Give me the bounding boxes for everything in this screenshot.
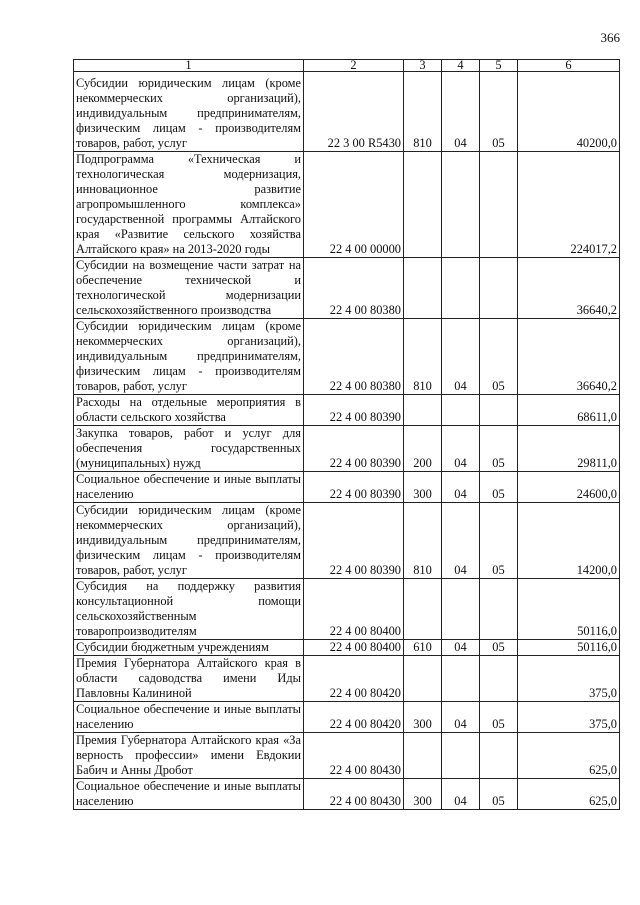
budget-table — [73, 59, 620, 810]
table-row — [74, 395, 620, 426]
header-row — [74, 60, 620, 72]
row-description: Подпрограмма «Техническая и технологическая модернизация, инновационное развитие агропромышленного комплекса» государственной программы Алтайского края «Развитие сельского хозяйства Алтайского края» на 2013-2020 годы — [74, 152, 304, 258]
row-description: Социальное обеспечение и иные выплаты населению — [74, 702, 304, 733]
row-amount: 50116,0 — [518, 640, 620, 656]
row-col-3: 300 — [404, 702, 442, 733]
row-col-5 — [480, 152, 518, 258]
row-col-5: 05 — [480, 319, 518, 395]
row-col-3 — [404, 733, 442, 779]
row-amount: 68611,0 — [518, 395, 620, 426]
table-row — [74, 72, 620, 152]
row-col-4: 04 — [442, 702, 480, 733]
row-code: 22 4 00 80420 — [304, 702, 404, 733]
row-col-4: 04 — [442, 503, 480, 579]
row-code: 22 4 00 80380 — [304, 258, 404, 319]
row-col-5: 05 — [480, 472, 518, 503]
row-col-4: 04 — [442, 319, 480, 395]
row-col-5: 05 — [480, 702, 518, 733]
row-amount: 14200,0 — [518, 503, 620, 579]
row-col-5 — [480, 579, 518, 640]
row-col-4: 04 — [442, 472, 480, 503]
row-code: 22 3 00 R5430 — [304, 72, 404, 152]
table-row — [74, 503, 620, 579]
row-amount: 50116,0 — [518, 579, 620, 640]
header-col-3: 3 — [404, 60, 442, 72]
row-description: Премия Губернатора Алтайского края «За верность профессии» имени Евдокии Бабич и Анны Дробот — [74, 733, 304, 779]
row-description: Социальное обеспечение и иные выплаты населению — [74, 472, 304, 503]
table-row — [74, 733, 620, 779]
table-row — [74, 640, 620, 656]
row-col-3: 300 — [404, 779, 442, 810]
header-col-5: 5 — [480, 60, 518, 72]
table-row — [74, 258, 620, 319]
table-row — [74, 656, 620, 702]
row-col-4: 04 — [442, 426, 480, 472]
row-col-4: 04 — [442, 779, 480, 810]
header-col-1: 1 — [74, 60, 304, 72]
row-col-4 — [442, 579, 480, 640]
row-amount: 24600,0 — [518, 472, 620, 503]
row-description: Закупка товаров, работ и услуг для обеспечения государственных (муниципальных) нужд — [74, 426, 304, 472]
row-col-3: 200 — [404, 426, 442, 472]
row-col-3 — [404, 152, 442, 258]
row-code: 22 4 00 80380 — [304, 319, 404, 395]
row-code: 22 4 00 80390 — [304, 472, 404, 503]
header-col-6: 6 — [518, 60, 620, 72]
row-col-4 — [442, 258, 480, 319]
row-code: 22 4 00 80430 — [304, 779, 404, 810]
row-description: Субсидии юридическим лицам (кроме некоммерческих организаций), индивидуальным предпринимателям, физическим лицам - производителям товаров, работ, услуг — [74, 503, 304, 579]
header-col-2: 2 — [304, 60, 404, 72]
row-col-3: 300 — [404, 472, 442, 503]
budget-table-body — [74, 60, 620, 810]
row-amount: 40200,0 — [518, 72, 620, 152]
row-amount: 375,0 — [518, 702, 620, 733]
row-description: Социальное обеспечение и иные выплаты населению — [74, 779, 304, 810]
table-row — [74, 779, 620, 810]
row-code: 22 4 00 00000 — [304, 152, 404, 258]
row-col-4: 04 — [442, 640, 480, 656]
table-row — [74, 472, 620, 503]
row-col-4: 04 — [442, 72, 480, 152]
table-row — [74, 579, 620, 640]
row-amount: 29811,0 — [518, 426, 620, 472]
row-description: Расходы на отдельные мероприятия в области сельского хозяйства — [74, 395, 304, 426]
row-col-5 — [480, 395, 518, 426]
row-col-5 — [480, 733, 518, 779]
row-col-3 — [404, 395, 442, 426]
row-col-3 — [404, 258, 442, 319]
row-code: 22 4 00 80420 — [304, 656, 404, 702]
row-amount: 375,0 — [518, 656, 620, 702]
row-col-5: 05 — [480, 72, 518, 152]
row-description: Субсидии на возмещение части затрат на обеспечение технической и технологической модернизации сельскохозяйственного производства — [74, 258, 304, 319]
table-row — [74, 319, 620, 395]
row-col-5: 05 — [480, 426, 518, 472]
table-row — [74, 426, 620, 472]
row-col-5 — [480, 258, 518, 319]
header-col-4: 4 — [442, 60, 480, 72]
row-description: Субсидии юридическим лицам (кроме некоммерческих организаций), индивидуальным предпринимателям, физическим лицам - производителям товаров, работ, услуг — [74, 319, 304, 395]
row-amount: 625,0 — [518, 779, 620, 810]
table-row — [74, 152, 620, 258]
row-col-3 — [404, 579, 442, 640]
row-amount: 36640,2 — [518, 319, 620, 395]
row-code: 22 4 00 80390 — [304, 395, 404, 426]
row-description: Субсидия на поддержку развития консультационной помощи сельскохозяйственным товаропроизводителям — [74, 579, 304, 640]
row-code: 22 4 00 80400 — [304, 640, 404, 656]
row-col-5: 05 — [480, 503, 518, 579]
row-amount: 36640,2 — [518, 258, 620, 319]
row-col-3: 810 — [404, 72, 442, 152]
row-code: 22 4 00 80390 — [304, 426, 404, 472]
row-col-3: 610 — [404, 640, 442, 656]
row-description: Премия Губернатора Алтайского края в области садоводства имени Иды Павловны Калининой — [74, 656, 304, 702]
row-amount: 625,0 — [518, 733, 620, 779]
row-col-4 — [442, 152, 480, 258]
row-col-4 — [442, 733, 480, 779]
page-number: 366 — [600, 30, 620, 45]
row-code: 22 4 00 80390 — [304, 503, 404, 579]
row-col-3 — [404, 656, 442, 702]
row-description: Субсидии бюджетным учреждениям — [74, 640, 304, 656]
row-col-4 — [442, 656, 480, 702]
row-amount: 224017,2 — [518, 152, 620, 258]
row-description: Субсидии юридическим лицам (кроме некоммерческих организаций), индивидуальным предпринимателям, физическим лицам - производителям товаров, работ, услуг — [74, 72, 304, 152]
table-row — [74, 702, 620, 733]
row-col-3: 810 — [404, 319, 442, 395]
row-col-4 — [442, 395, 480, 426]
row-code: 22 4 00 80430 — [304, 733, 404, 779]
row-col-3: 810 — [404, 503, 442, 579]
row-col-5 — [480, 656, 518, 702]
row-col-5: 05 — [480, 779, 518, 810]
row-code: 22 4 00 80400 — [304, 579, 404, 640]
row-col-5: 05 — [480, 640, 518, 656]
